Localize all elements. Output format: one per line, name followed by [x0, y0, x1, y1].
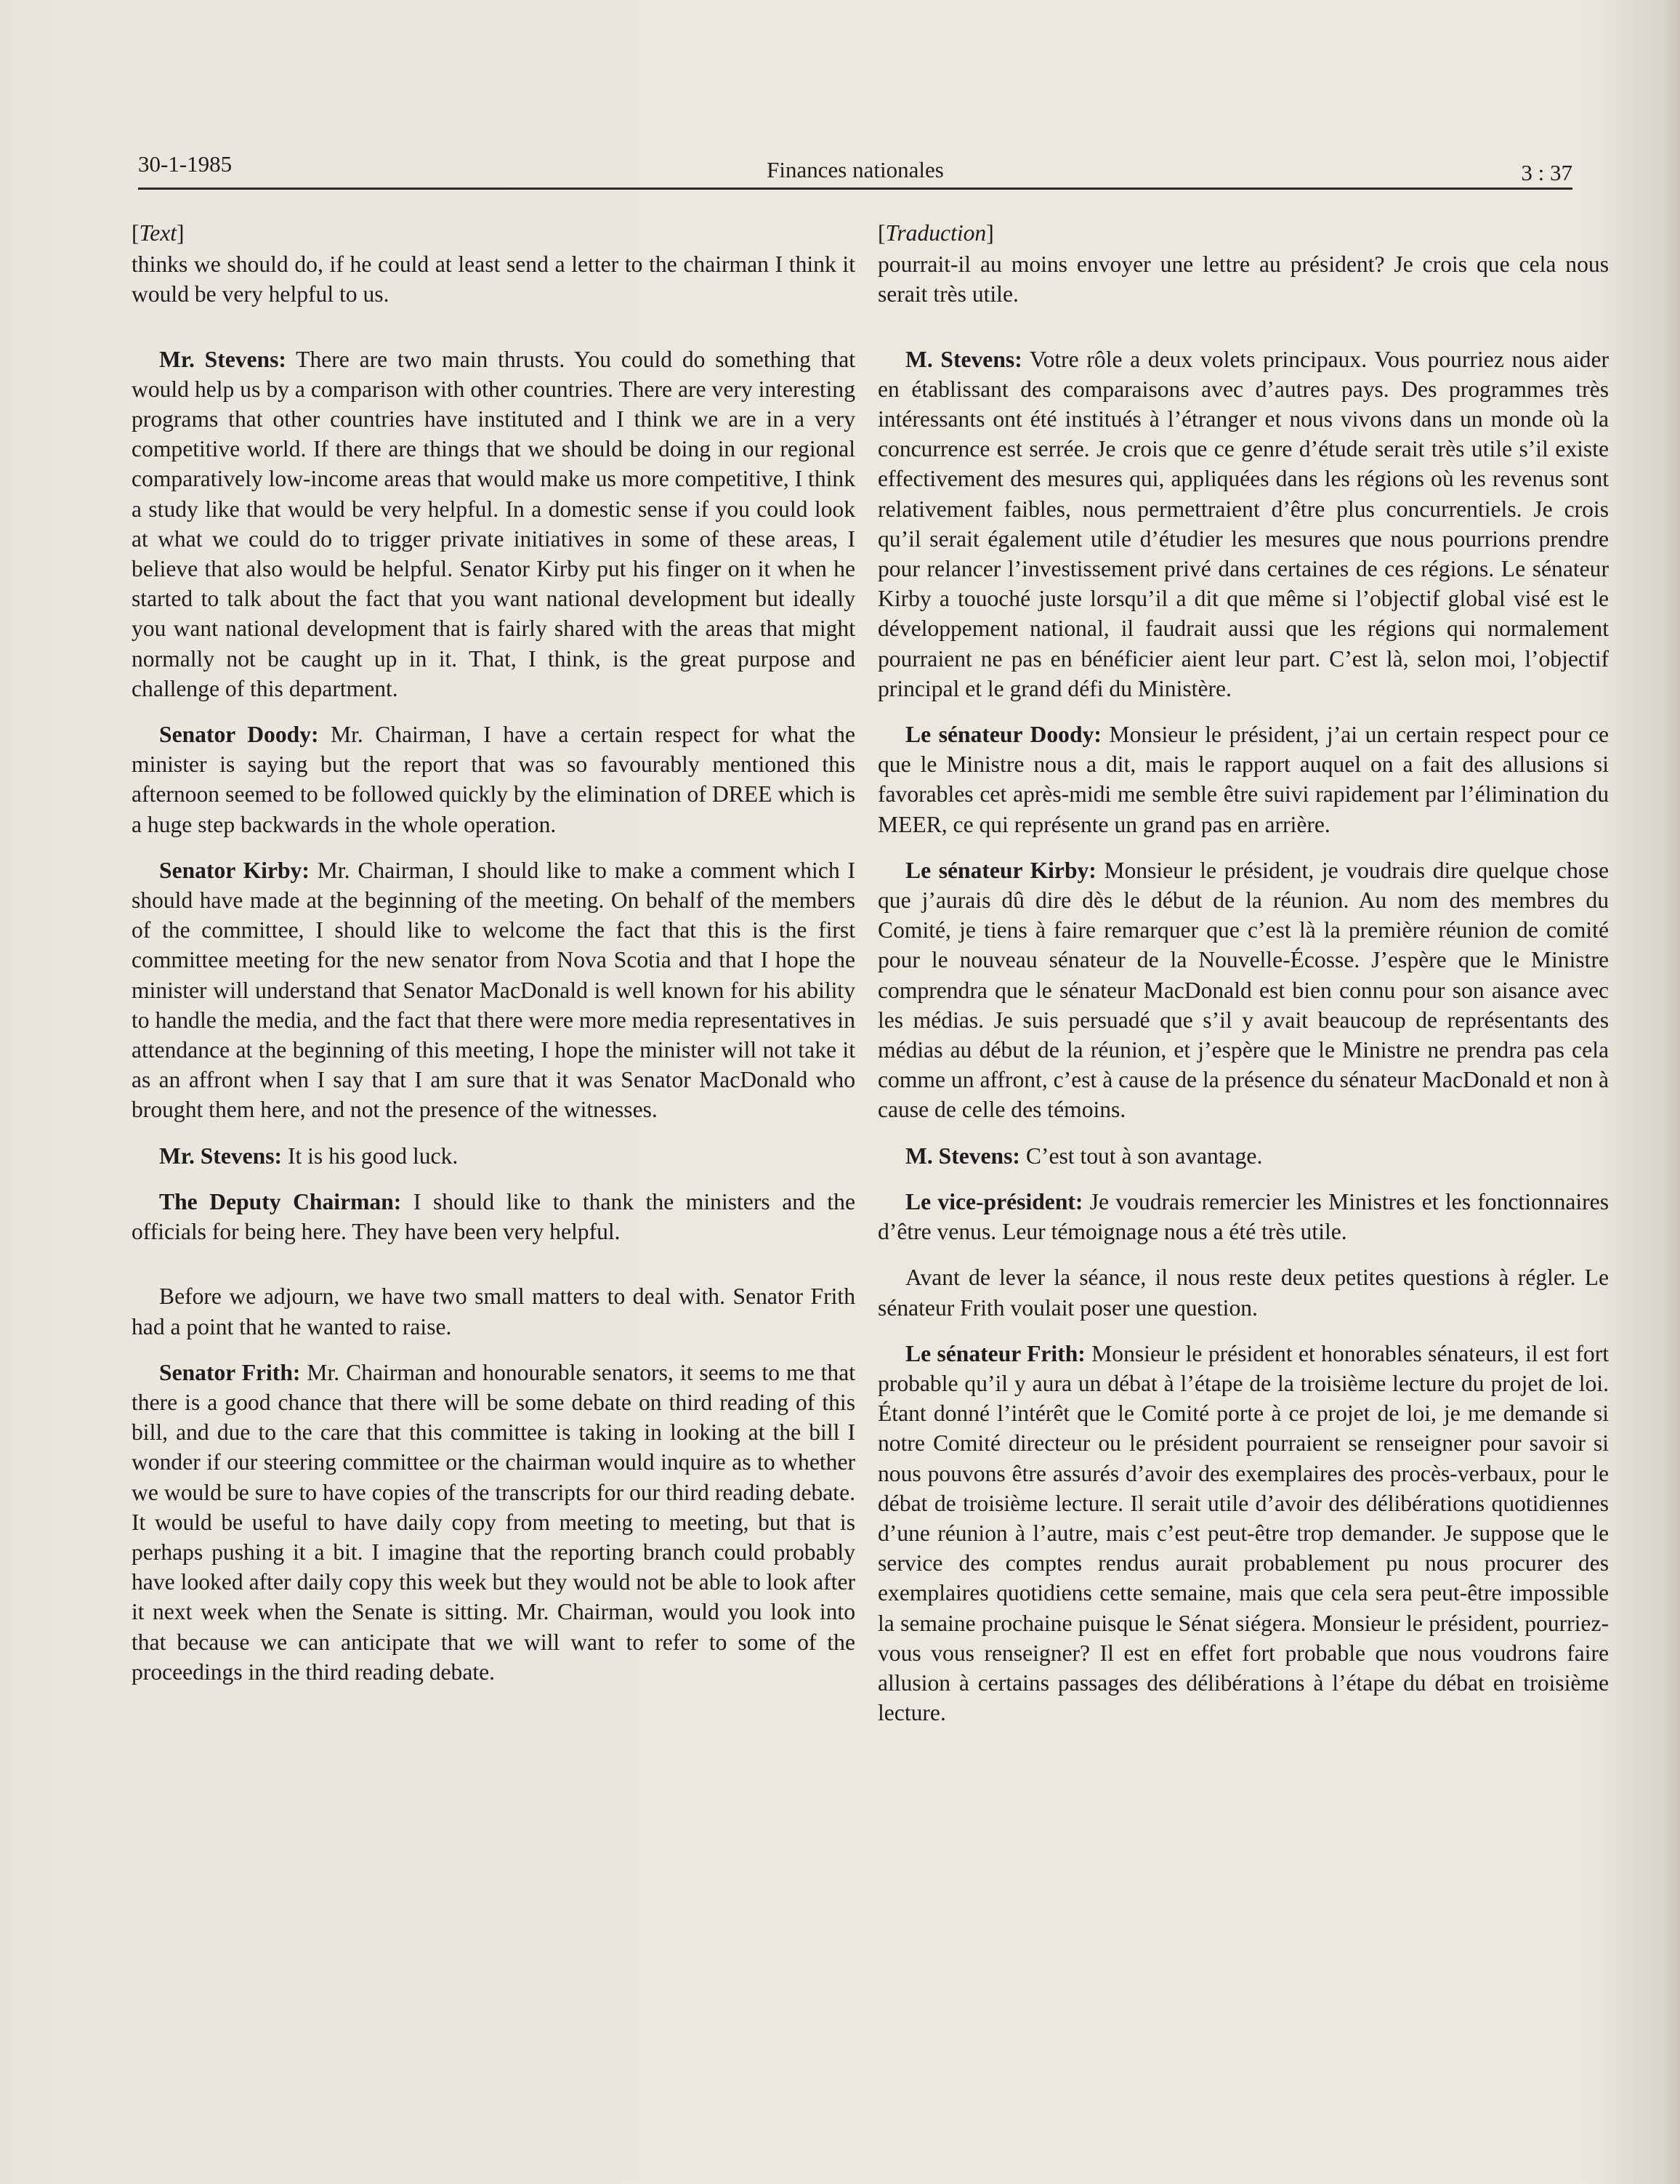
paragraph: Mr. Stevens: There are two main thrusts. You could do something that would help us by a comparison with other countries. There are very interesting programs that other countries have instituted and I think we are in a very competitive world. If there are things that we should be doing in our regional comparatively low-income areas that would make us more competitive, I think a study like that would be very helpful. In a domestic sense if you could look at what we could do to trigger private initiatives in some of these areas, I believe that also would be helpful. Senator Kirby put his finger on it when he started to talk about the fact that you want national development but ideally you want national development that is fairly shared with the areas that might normally not be caught up in it. That, I think, is the great purpose and challenge of this department. [132, 346, 856, 701]
french-column [878, 218, 1609, 1744]
paragraph: Mr. Stevens: It is his good luck. [159, 1143, 459, 1169]
paragraph: Le sénateur Kirby: Monsieur le président, je voudrais dire quelque chose que j’aurais dû dire dès le début de la réunion. Au nom des membres du Comité, je tiens à faire remarquer que c’est là la première réunion de comité pour le nouveau sénateur de la Nouvelle-Écosse. J’espère que le Ministre comprendra que le sénateur MacDonald est bien connu pour son aisance avec les médias. Je suis persuadé que s’il y avait beaucoup de représentants des médias au début de la réunion, et j’espère que le Ministre ne prendra pas cela comme un affront, c’est à cause de la présence du sénateur MacDonald et non à cause de celle des témoins. [878, 857, 1609, 1123]
paragraph: pourrait-il au moins envoyer une lettre au président? Je crois que cela nous serait très utile. [878, 251, 1609, 307]
language-label-french: [Traduction] [878, 220, 994, 246]
header-title: Finances nationales [767, 157, 944, 182]
paragraph: Le vice-président: Je voudrais remercier les Ministres et les fonctionnaires d’être venus. Leur témoignage nous a été très utile. [878, 1188, 1610, 1245]
paragraph: The Deputy Chairman: I should like to thank the ministers and the officials for being here. They have been very helpful. [132, 1188, 855, 1245]
english-column [132, 218, 855, 1703]
paragraph: Senator Kirby: Mr. Chairman, I should like to make a comment which I should have made at the beginning of the meeting. On behalf of the members of the committee, I should like to welcome the fact that this is the first committee meeting for the new senator from Nova Scotia and that I hope the minister will understand that Senator MacDonald is well known for his ability to handle the media, and the fact that there were more media representatives in attendance at the beginning of this meeting, I hope the minister will not take it as an affront when I say that I am sure that it was Senator MacDonald who brought them here, and not the presence of the witnesses. [132, 857, 855, 1123]
page-header [138, 142, 1572, 190]
paragraph: Avant de lever la séance, il nous reste deux petites questions à régler. Le sénateur Frith voulait poser une question. [878, 1265, 1609, 1321]
paragraph: Le sénateur Frith: Monsieur le président et honorables sénateurs, il est fort probable qu’il y aura un débat à l’étape de la troisième lecture du projet de loi. Étant donné l’intérêt que le Comité porte à ce projet de loi, je me demande si notre Comité directeur ou le président pourraient se renseigner pour savoir si nous pouvons être assurés d’avoir des exemplaires des procès-verbaux, pour le débat de troisième lecture. Il serait utile d’avoir des délibérations quotidiennes d’une réunion à l’autre, mais c’est peut-être trop demander. Je suppose que le service des comptes rendus aurait probablement pu nous procurer des exemplaires quotidiens cette semaine, mais que cela sera peut-être impossible la semaine prochaine puisque le Sénat siégera. Monsieur le président, pourriez-vous vous renseigner? Il est en effet fort probable que nous voudrons faire allusion à certains passages des délibérations à l’étape du débat en troisième lecture. [878, 1340, 1610, 1726]
paragraph: M. Stevens: Votre rôle a deux volets principaux. Vous pourriez nous aider en établissant des comparaisons avec d’autres pays. Des programmes très intéressants ont été institués à l’étranger et nous vivons dans un monde où la concurrence est serrée. Je crois que ce genre d’étude serait très utile s’il existe effectivement des mesures qui, appliquées dans les régions où les revenus sont relativement faibles, nous permettraient d’être plus concurrentiels. Je crois qu’il serait également utile d’étudier les mesures que nous pourrions prendre pour relancer l’investissement privé dans certaines de ces régions. Le sénateur Kirby a touoché juste lorsqu’il a dit que même si l’objectif global visé est le développement national, il faudrait aussi que les régions qui normalement pourraient ne pas en bénéficier aient leur part. C’est là, selon moi, l’objectif principal et le grand défi du Ministère. [878, 346, 1609, 701]
paragraph: M. Stevens: C’est tout à son avantage. [905, 1143, 1263, 1169]
paragraph: Before we adjourn, we have two small matters to deal with. Senator Frith had a point that he wanted to raise. [132, 1284, 855, 1339]
header-page-number: 3 : 37 [1521, 160, 1572, 185]
header-date: 30-1-1985 [138, 151, 233, 177]
paragraph: Le sénateur Doody: Monsieur le président, j’ai un certain respect pour ce que le Ministre nous a dit, mais le rapport auquel on a fait des allusions si favorables cet après-midi me semble être suivi rapidement par l’élimination du MEER, ce qui représente un grand pas en arrière. [878, 722, 1609, 837]
paragraph: Senator Frith: Mr. Chairman and honourable senators, it seems to me that there is a good chance that there will be some debate on third reading of this bill, and due to the care that this committee is taking in looking at the bill I wonder if our steering committee or the chairman would inquire as to whether we would be sure to have copies of the transcripts for our third reading debate. It would be useful to have daily copy from meeting to meeting, but that is perhaps pushing it a bit. I imagine that the reporting branch could probably have looked after daily copy this week but they would not be able to look after it next week when the Senate is sitting. Mr. Chairman, would you look into that because we can anticipate that we will want to refer to some of the proceedings in the third reading debate. [132, 1359, 855, 1685]
paragraph: Senator Doody: Mr. Chairman, I have a certain respect for what the minister is saying but the report that was so favourably mentioned this afternoon seemed to be followed quickly by the elimination of DREE which is a huge step backwards in the whole operation. [132, 722, 855, 837]
language-label-english: [Text] [132, 220, 185, 246]
paragraph: thinks we should do, if he could at least send a letter to the chairman I think it would be very helpful to us. [132, 251, 855, 307]
